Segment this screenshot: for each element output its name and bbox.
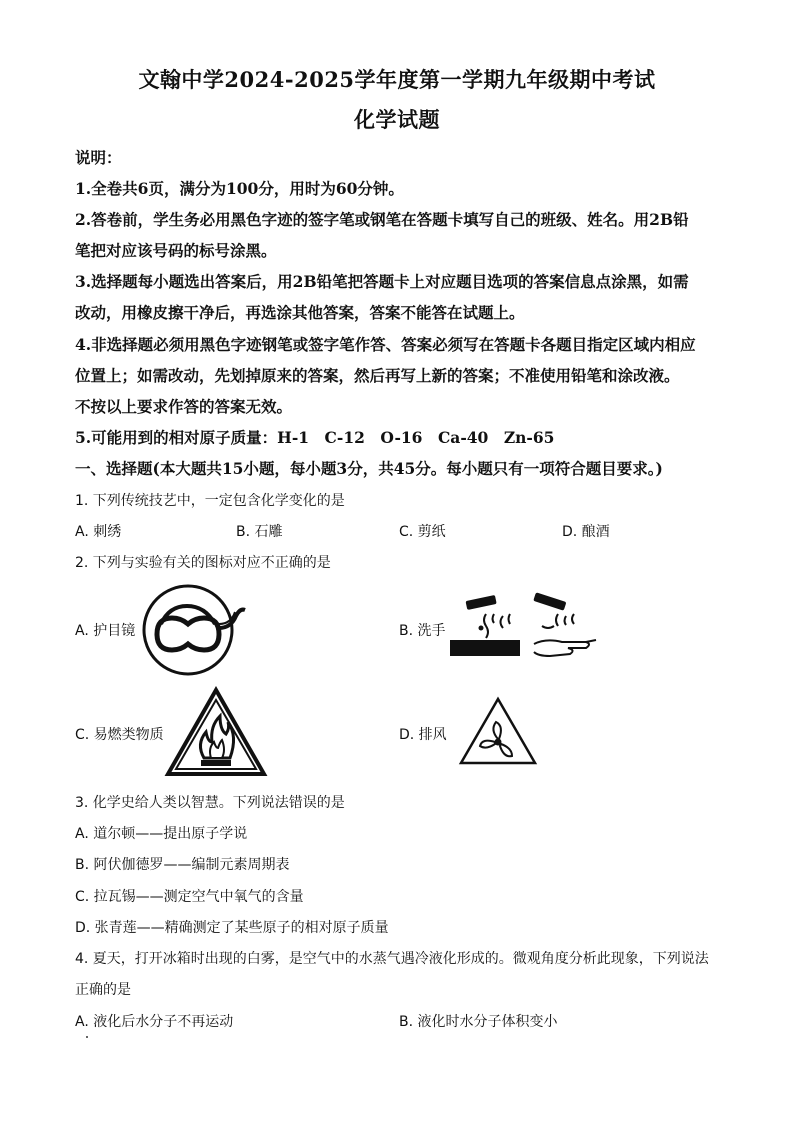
question-3-option-b: B. 阿伏伽德罗——编制元素周期表 <box>75 857 290 873</box>
question-4-option-a: A. 液化后水分子不再运动 <box>75 1014 234 1030</box>
exam-subtitle: 化学试题 <box>354 107 440 132</box>
question-1-option-d: D. 酿酒 <box>562 524 610 540</box>
flammable-icon <box>164 686 268 778</box>
question-2-option-d: D. 排风 <box>399 727 447 743</box>
instruction-line: 2.答卷前，学生务必用黑色字迹的签字笔或钢笔在答题卡填写自己的班级、姓名。用2B铅 <box>75 210 689 229</box>
question-1-option-a: A. 刺绣 <box>75 524 122 540</box>
question-3-option-a: A. 道尔顿——提出原子学说 <box>75 826 248 842</box>
exam-title: 文翰中学2024-2025学年度第一学期九年级期中考试 <box>138 67 656 92</box>
question-4-stem-continued: 正确的是 <box>75 982 131 998</box>
instructions-heading: 说明： <box>75 148 122 167</box>
goggles-icon <box>139 584 249 676</box>
section-heading: 一、选择题(本大题共15小题，每小题3分，共45分。每小题只有一项符合题目要求。) <box>75 459 663 478</box>
question-1-option-b: B. 石雕 <box>236 524 283 540</box>
instruction-line: 1.全卷共6页，满分为100分，用时为60分钟。 <box>75 179 404 198</box>
instruction-line: 4.非选择题必须用黑色字迹钢笔或签字笔作答、答案必须写在答题卡各题目指定区域内相应 <box>75 335 696 354</box>
question-3-option-c: C. 拉瓦锡——测定空气中氧气的含量 <box>75 889 304 905</box>
ventilation-icon <box>458 696 538 766</box>
instruction-line: 5.可能用到的相对原子质量：H-1 C-12 O-16 Ca-40 Zn-65 <box>75 428 555 447</box>
instruction-line: 3.选择题每小题选出答案后，用2B铅笔把答题卡上对应题目选项的答案信息点涂黑，如需 <box>75 272 689 291</box>
question-2-option-a: A. 护目镜 <box>75 623 136 639</box>
question-1-stem: 1. 下列传统技艺中，一定包含化学变化的是 <box>75 493 345 509</box>
instruction-line: 位置上；如需改动，先划掉原来的答案，然后再写上新的答案；不准使用铅笔和涂改液。 <box>75 366 680 385</box>
question-1-option-c: C. 剪纸 <box>399 524 446 540</box>
instruction-line: 改动，用橡皮擦干净后，再选涂其他答案，答案不能答在试题上。 <box>75 303 525 322</box>
question-3-option-d: D. 张青莲——精确测定了某些原子的相对原子质量 <box>75 920 389 936</box>
question-2-option-b: B. 洗手 <box>399 623 446 639</box>
scan-speck <box>86 1036 88 1038</box>
question-2-stem: 2. 下列与实验有关的图标对应不正确的是 <box>75 555 331 571</box>
wash-hands-icon <box>450 592 598 668</box>
instruction-line: 笔把对应该号码的标号涂黑。 <box>75 241 277 260</box>
question-2-option-c: C. 易燃类物质 <box>75 727 164 743</box>
question-4-stem: 4. 夏天，打开冰箱时出现的白雾，是空气中的水蒸气遇冷液化形成的。微观角度分析此现象，下列说法 <box>75 951 709 967</box>
instruction-line: 不按以上要求作答的答案无效。 <box>75 397 293 416</box>
question-3-stem: 3. 化学史给人类以智慧。下列说法错误的是 <box>75 795 345 811</box>
question-4-option-b: B. 液化时水分子体积变小 <box>399 1014 558 1030</box>
